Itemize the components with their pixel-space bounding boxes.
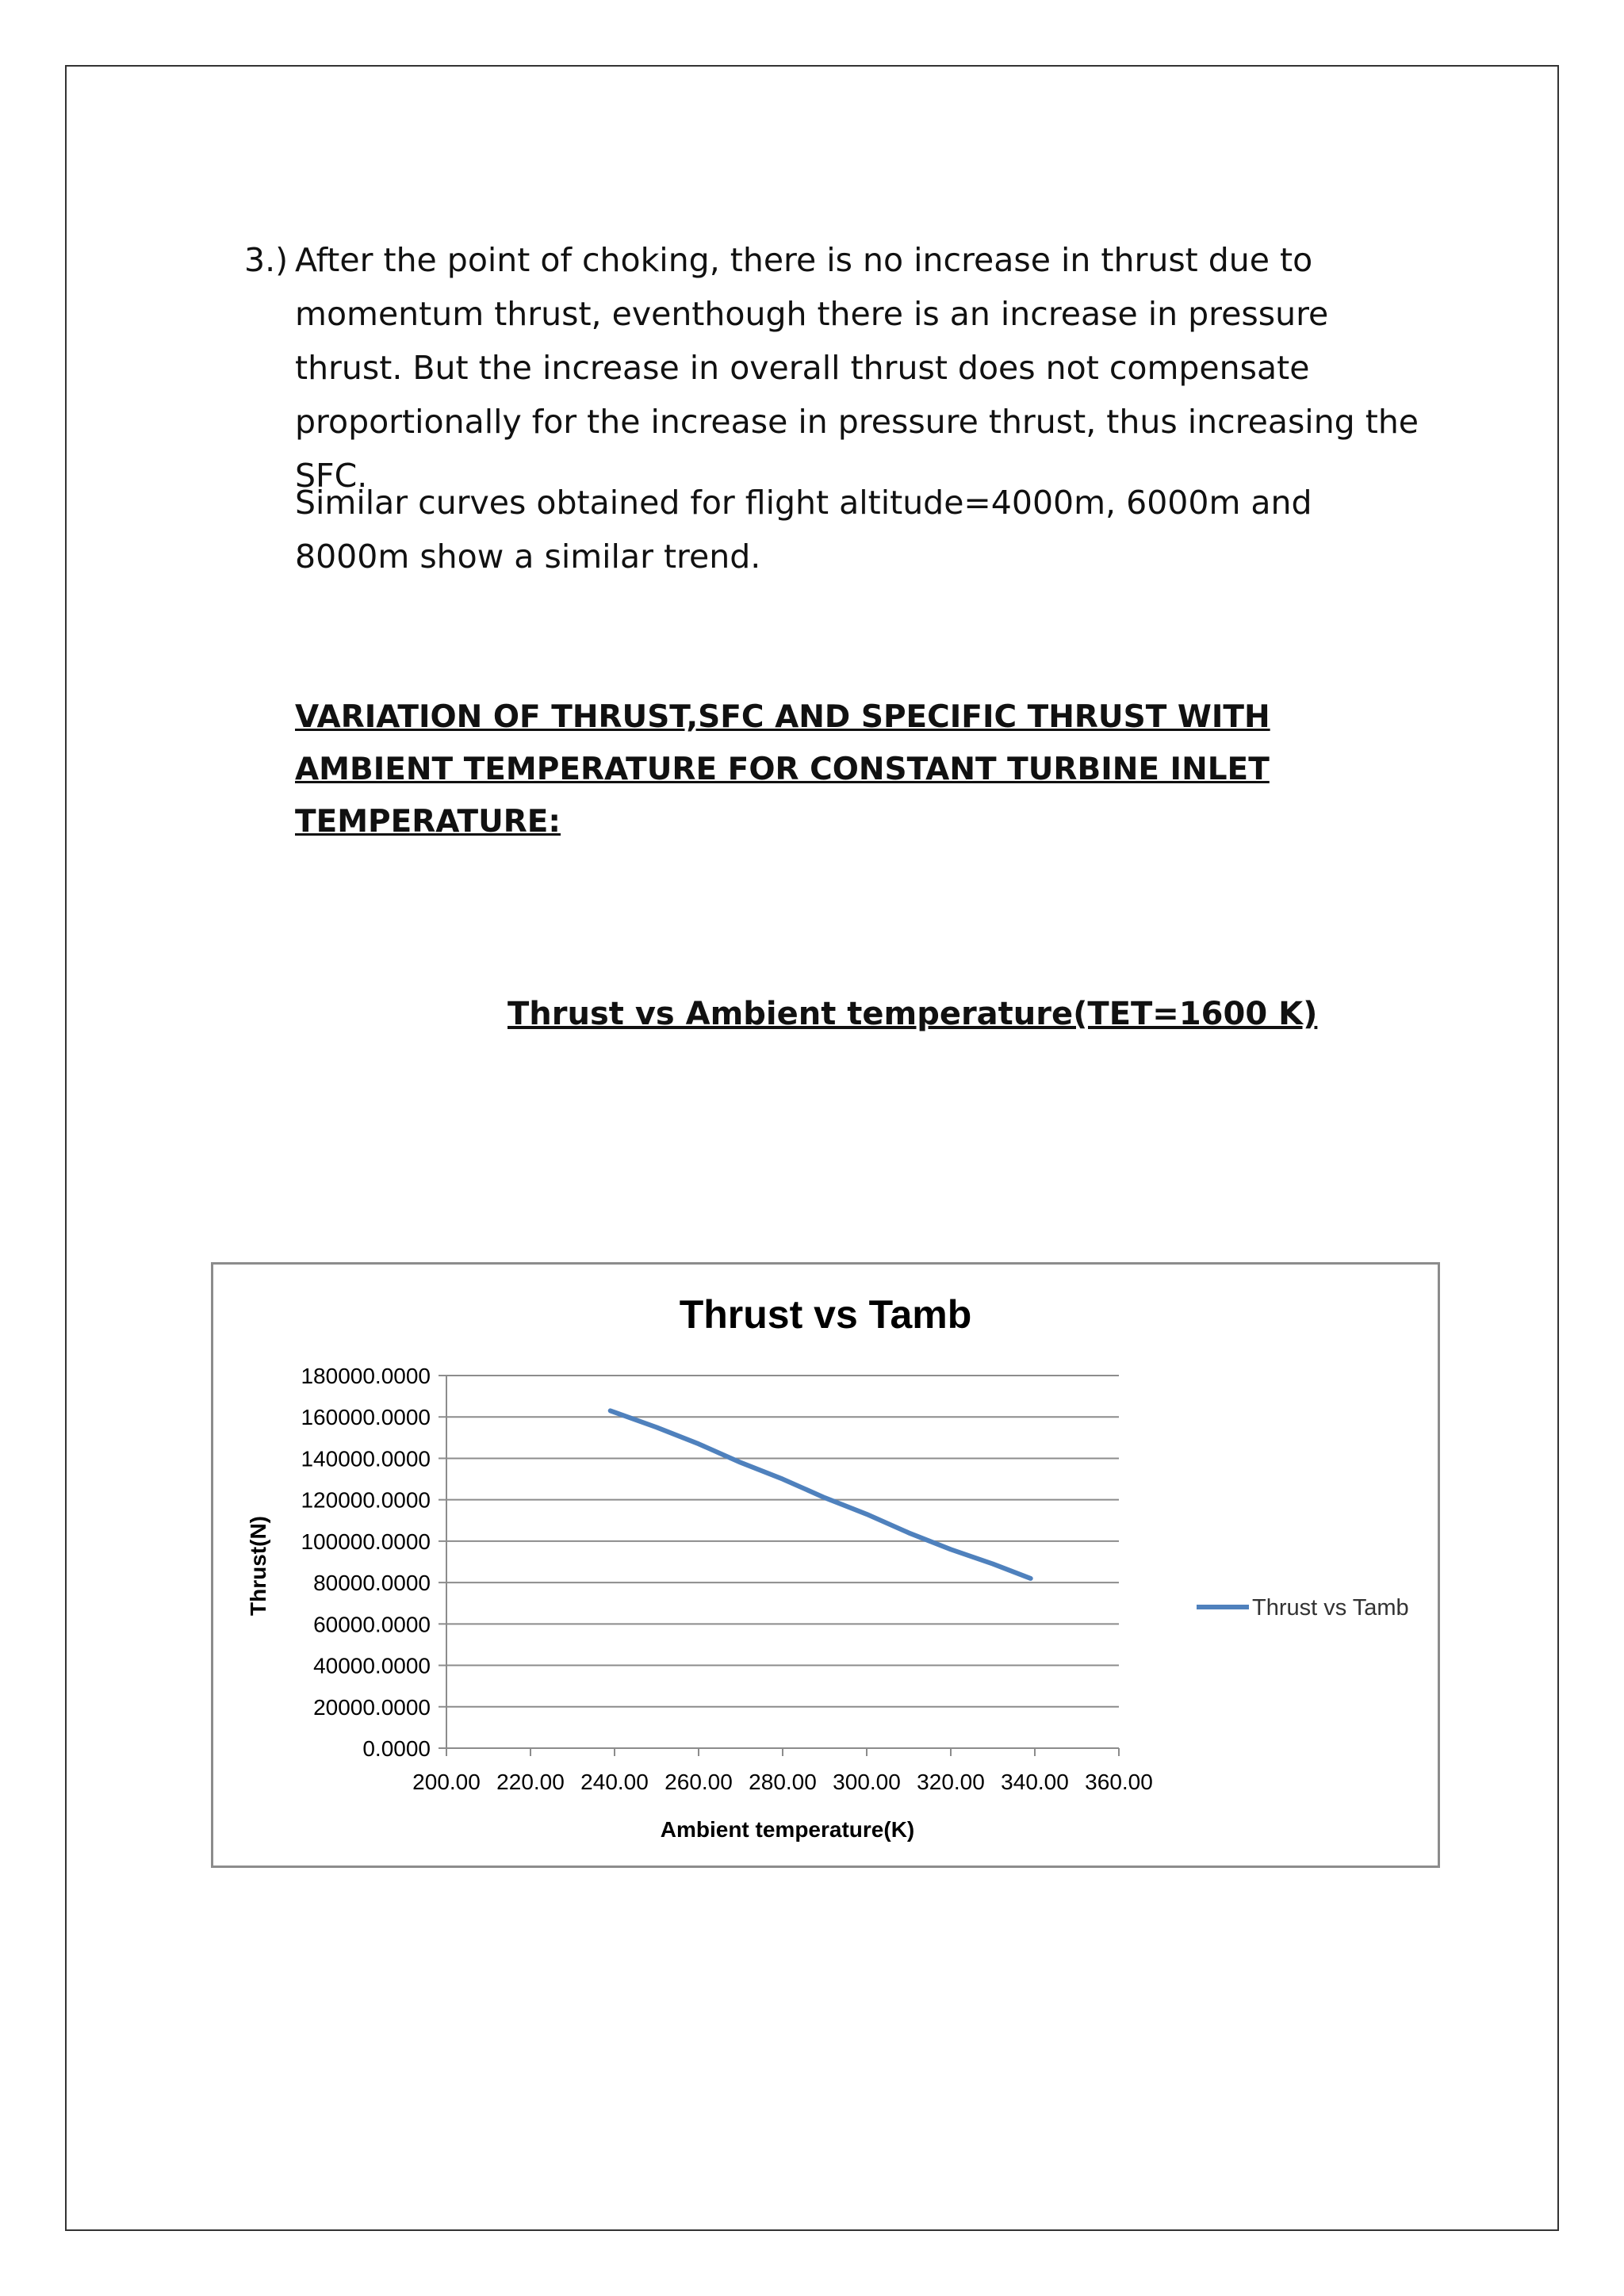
x-axis-label: Ambient temperature(K) <box>660 1817 915 1842</box>
list-item-number: 3.) <box>244 241 289 279</box>
legend-label: Thrust vs Tamb <box>1252 1595 1409 1621</box>
axes <box>301 1364 1152 1794</box>
x-tick-label: 280.00 <box>749 1770 817 1794</box>
x-tick-label: 240.00 <box>580 1770 649 1794</box>
series-layer <box>611 1410 1031 1578</box>
list-item-text: After the point of choking, there is no increase in thrust due to momentum thrust, eventhough there is an increase in pressure thrust. But the increase in overall thrust does not compensate proportionally for the increase in pressure thrust, thus increasing the SFC. <box>295 241 1419 495</box>
x-tick-label: 320.00 <box>917 1770 985 1794</box>
x-tick-label: 220.00 <box>496 1770 565 1794</box>
x-tick-label: 200.00 <box>412 1770 481 1794</box>
y-tick-label: 0.0000 <box>362 1736 431 1761</box>
chart-frame <box>211 1262 1440 1868</box>
y-tick-label: 20000.0000 <box>313 1694 431 1720</box>
y-tick-label: 140000.0000 <box>301 1446 431 1471</box>
y-tick-label: 160000.0000 <box>301 1405 431 1430</box>
y-tick-label: 120000.0000 <box>301 1487 431 1513</box>
y-tick-label: 60000.0000 <box>313 1612 431 1637</box>
series-line <box>611 1410 1031 1578</box>
section-heading: VARIATION OF THRUST,SFC AND SPECIFIC THRUST WITH AMBIENT TEMPERATURE FOR CONSTANT TURBINE INLET TEMPERATURE: <box>295 699 1270 840</box>
paragraph: Similar curves obtained for flight altitude=4000m, 6000m and 8000m show a similar trend. <box>295 484 1312 576</box>
y-tick-label: 180000.0000 <box>301 1364 431 1388</box>
x-tick-label: 360.00 <box>1085 1770 1153 1794</box>
y-tick-label: 40000.0000 <box>313 1653 431 1678</box>
chart-heading: Thrust vs Ambient temperature(TET=1600 K) <box>508 996 1318 1032</box>
y-tick-label: 80000.0000 <box>313 1571 431 1596</box>
grid-lines <box>446 1376 1119 1707</box>
x-tick-label: 300.00 <box>833 1770 901 1794</box>
y-tick-label: 100000.0000 <box>301 1529 431 1554</box>
x-tick-label: 260.00 <box>665 1770 733 1794</box>
chart-title: Thrust vs Tamb <box>679 1292 972 1337</box>
y-axis-label: Thrust(N) <box>246 1516 270 1616</box>
x-tick-label: 340.00 <box>1001 1770 1069 1794</box>
thrust-chart <box>213 1265 1442 1870</box>
legend <box>1197 1595 1409 1621</box>
